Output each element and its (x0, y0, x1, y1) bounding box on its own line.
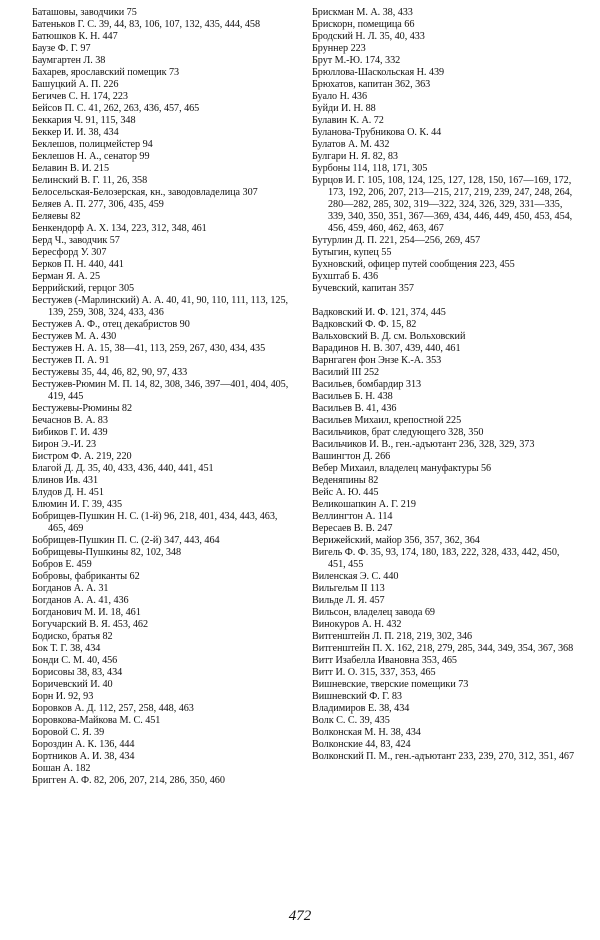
index-entry: Вейс А. Ю. 445 (312, 487, 379, 498)
index-entry: Бестужевы 35, 44, 46, 82, 90, 97, 433 (32, 367, 188, 378)
index-entry: Вильде Л. Я. 457 (312, 595, 385, 606)
index-entry: Бибиков Г. И. 439 (32, 427, 108, 438)
index-entry: Башуцкий А. П. 226 (32, 79, 119, 90)
index-entry: Бригген А. Ф. 82, 206, 207, 214, 286, 350, 460 (32, 775, 225, 786)
index-entry: Василий III 252 (312, 367, 380, 378)
index-entry: Веллингтон А. 114 (312, 511, 393, 522)
index-entry: Васильев Михаил, крепостной 225 (312, 415, 462, 426)
index-entry: Бестужев А. Ф., отец декабристов 90 (32, 319, 190, 330)
index-entry: Бечаснов В. А. 83 (32, 415, 108, 426)
index-entry: Боричевский И. 40 (32, 679, 113, 690)
index-entry: Берман Я. А. 25 (32, 271, 100, 282)
index-entry: Вильгельм II 113 (312, 583, 385, 594)
index-entry: Булавин К. А. 72 (312, 115, 384, 126)
index-entry: Вильсон, владелец завода 69 (312, 607, 435, 618)
index-entry: Витгенштейн Л. П. 218, 219, 302, 346 (312, 631, 473, 642)
index-entry: Бухновский, офицер путей сообщения 223, 455 (312, 259, 515, 270)
index-entry: Вадковский Ф. Ф. 15, 82 (312, 319, 417, 330)
index-entry: Вальховский В. Д. см. Вольховский (312, 331, 466, 342)
index-entry: Бутыгин, купец 55 (312, 247, 392, 258)
index-entry: Варнгаген фон Энзе К.-А. 353 (312, 355, 442, 366)
index-entry: Благой Д. Д. 35, 40, 433, 436, 440, 441, 451 (32, 463, 214, 474)
index-entry: Боровков А. Д. 112, 257, 258, 448, 463 (32, 703, 194, 714)
index-entry: Бурбоны 114, 118, 171, 305 (312, 163, 428, 174)
index-entry: Вебер Михаил, владелец мануфактуры 56 (312, 463, 492, 474)
letter-gap (312, 295, 578, 307)
index-entry: Бестужев Н. А. 15, 38—41, 113, 259, 267, 430, 434, 435 (32, 343, 266, 354)
index-entry: Булатов А. М. 432 (312, 139, 390, 150)
index-entry: Богданович М. И. 18, 461 (32, 607, 141, 618)
index-entry: Беляевы 82 (32, 211, 81, 222)
index-entry: Боровой С. Я. 39 (32, 727, 105, 738)
index-entry: Варадинов Н. В. 307, 439, 440, 461 (312, 343, 461, 354)
index-entry: Бобрищевы-Пушкины 82, 102, 348 (32, 547, 182, 558)
index-entry: Вигель Ф. Ф. 35, 93, 174, 180, 183, 222, 328, 433, 442, 450, 451, 455 (312, 547, 560, 570)
right-column-v-section (312, 307, 578, 763)
index-entry: Витт Изабелла Ивановна 353, 465 (312, 655, 457, 666)
index-entry: Беклешов, полицмейстер 94 (32, 139, 153, 150)
index-entry: Богучарский В. Я. 453, 462 (32, 619, 149, 630)
index-entry: Владимиров Е. 38, 434 (312, 703, 410, 714)
index-entry: Бобрищев-Пушкин Н. С. (1-й) 96, 218, 401, 434, 443, 463, 465, 469 (32, 511, 278, 534)
index-entry: Буало Н. 436 (312, 91, 368, 102)
index-entry: Бобровы, фабриканты 62 (32, 571, 140, 582)
index-entry: Богданов А. А. 31 (32, 583, 109, 594)
index-entry: Верижейский, майор 356, 357, 362, 364 (312, 535, 480, 546)
index-entry: Васильев, бомбардир 313 (312, 379, 422, 390)
index-entry: Бестужев П. А. 91 (32, 355, 110, 366)
index-entry: Батеньков Г. С. 39, 44, 83, 106, 107, 132, 435, 444, 458 (32, 19, 260, 30)
index-entry: Брискорн, помещица 66 (312, 19, 415, 30)
index-entry: Белосельская-Белозерская, кн., заводовладелица 307 (32, 187, 258, 198)
index-entry: Блинов Ив. 431 (32, 475, 98, 486)
right-column (312, 7, 578, 763)
index-entry: Винокуров А. Н. 432 (312, 619, 402, 630)
left-column (32, 7, 294, 787)
index-entry: Бошан А. 182 (32, 763, 91, 774)
index-entry: Бутурлин Д. П. 221, 254—256, 269, 457 (312, 235, 481, 246)
index-entry: Вадковский И. Ф. 121, 374, 445 (312, 307, 446, 318)
index-entry: Бобров Е. 459 (32, 559, 92, 570)
index-entry: Брюхатов, капитан 362, 363 (312, 79, 431, 90)
index-entry: Бухштаб Б. 436 (312, 271, 378, 282)
index-entry: Бруннер 223 (312, 43, 366, 54)
index-entry: Волконские 44, 83, 424 (312, 739, 411, 750)
index-entry: Волк С. С. 39, 435 (312, 715, 390, 726)
index-entry: Бестужевы-Рюмины 82 (32, 403, 133, 414)
index-entry: Беклешов Н. А., сенатор 99 (32, 151, 150, 162)
index-entry: Берков П. Н. 440, 441 (32, 259, 124, 270)
index-entry: Брискман М. А. 38, 433 (312, 7, 413, 18)
index-entry: Васильев Б. Н. 438 (312, 391, 393, 402)
index-entry: Бурцов И. Г. 105, 108, 124, 125, 127, 128, 150, 167—169, 172, 173, 192, 206, 207, 213—215, 217, 219, 239, 247, 248, 264, 280—282, 285, 302, 319—322, 324, 326, 329, 331—335, 339, 340, 350, 351, 367—369, 434, 446, 449, 450, 453, 454, 456, 459, 460, 462, 463, 467 (312, 175, 573, 234)
index-entry: Блудов Д. Н. 451 (32, 487, 104, 498)
page-number: 472 (288, 908, 312, 924)
index-entry: Белавин В. И. 215 (32, 163, 110, 174)
index-entry: Васильев В. 41, 436 (312, 403, 397, 414)
index-entry: Боровкова-Майкова М. С. 451 (32, 715, 161, 726)
index-entry: Бейсов П. С. 41, 262, 263, 436, 457, 465 (32, 103, 200, 114)
index-entry: Бороздин А. К. 136, 444 (32, 739, 135, 750)
index-entry: Бестужев (-Марлинский) А. А. 40, 41, 90, 110, 111, 113, 125, 139, 259, 308, 324, 433, 436 (32, 295, 289, 318)
index-entry: Беррийский, герцог 305 (32, 283, 135, 294)
index-entry: Бодиско, братья 82 (32, 631, 113, 642)
index-entry: Вересаев В. В. 247 (312, 523, 393, 534)
index-entry: Бестужев М. А. 430 (32, 331, 117, 342)
index-entry: Беляев А. П. 277, 306, 435, 459 (32, 199, 164, 210)
index-entry: Бортников А. И. 38, 434 (32, 751, 135, 762)
index-entry: Васильчиков, брат следующего 328, 350 (312, 427, 484, 438)
index-entry: Вишневские, тверские помещики 73 (312, 679, 469, 690)
index-entry: Батюшков К. Н. 447 (32, 31, 118, 42)
index-entry: Бобрищев-Пушкин П. С. (2-й) 347, 443, 464 (32, 535, 220, 546)
index-entry: Васильчиков И. В., ген.-адъютант 236, 328, 329, 373 (312, 439, 535, 450)
index-entry: Баумгартен Л. 38 (32, 55, 106, 66)
index-entry: Баташовы, заводчики 75 (32, 7, 137, 18)
index-entry: Витгенштейн П. Х. 162, 218, 279, 285, 344, 349, 354, 367, 368 (312, 643, 574, 654)
right-column-b-section (312, 7, 578, 295)
index-entry: Борисовы 38, 83, 434 (32, 667, 123, 678)
index-entry: Бенкендорф А. Х. 134, 223, 312, 348, 461 (32, 223, 207, 234)
index-entry: Баузе Ф. Г. 97 (32, 43, 91, 54)
index-entry: Богданов А. А. 41, 436 (32, 595, 129, 606)
index-entry: Буйди И. Н. 88 (312, 103, 376, 114)
index-entry: Бахарев, ярославский помещик 73 (32, 67, 180, 78)
index-entry: Витт И. О. 315, 337, 353, 465 (312, 667, 436, 678)
index-entry: Бистром Ф. А. 219, 220 (32, 451, 132, 462)
index-entry: Бок Т. Г. 38, 434 (32, 643, 101, 654)
index-entry: Вишневский Ф. Г. 83 (312, 691, 402, 702)
index-entry: Волконская М. Н. 38, 434 (312, 727, 421, 738)
index-entry: Бестужев-Рюмин М. П. 14, 82, 308, 346, 397—401, 404, 405, 419, 445 (32, 379, 289, 402)
index-entry: Бродский Н. Л. 35, 40, 433 (312, 31, 425, 42)
index-entry: Виленская Э. С. 440 (312, 571, 399, 582)
index-entry: Веденяпины 82 (312, 475, 379, 486)
index-entry: Белинский В. Г. 11, 26, 358 (32, 175, 148, 186)
index-entry: Бегичев С. Н. 174, 223 (32, 91, 128, 102)
index-entry: Бирон Э.-И. 23 (32, 439, 97, 450)
index-entry: Булгари Н. Я. 82, 83 (312, 151, 398, 162)
index-entry: Бересфорд У. 307 (32, 247, 107, 258)
index-entry: Борн И. 92, 93 (32, 691, 94, 702)
index-entry: Буланова-Трубникова О. К. 44 (312, 127, 442, 138)
index-entry: Волконский П. М., ген.-адъютант 233, 239, 270, 312, 351, 467 (312, 751, 574, 762)
index-entry: Бучевский, капитан 357 (312, 283, 414, 294)
index-entry: Беккария Ч. 91, 115, 348 (32, 115, 136, 126)
index-entry: Вашингтон Д. 266 (312, 451, 391, 462)
index-entry: Великошапкин А. Г. 219 (312, 499, 416, 510)
index-entry: Брут М.-Ю. 174, 332 (312, 55, 401, 66)
index-entry: Бонди С. М. 40, 456 (32, 655, 118, 666)
index-entry: Блюмин И. Г. 39, 435 (32, 499, 123, 510)
index-entry: Брюллова-Шаскольская Н. 439 (312, 67, 445, 78)
index-entry: Беккер И. И. 38, 434 (32, 127, 119, 138)
index-entry: Берд Ч., заводчик 57 (32, 235, 120, 246)
